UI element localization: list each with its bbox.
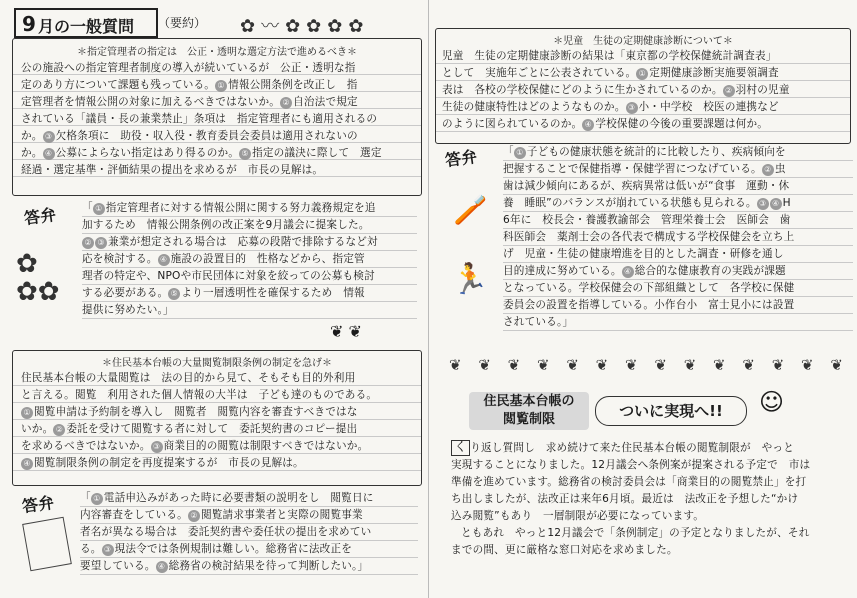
- question-line: 公の施設への指定管理者制度の導入が続いているが 公正・透明な指: [21, 62, 356, 74]
- feature-initial: く: [451, 440, 470, 456]
- feature-body: [451, 440, 849, 559]
- character-icon: ☺: [759, 388, 785, 416]
- feature-line: 込み閲覧”もあり 一層制限が必要になっています。: [451, 510, 705, 522]
- question-line: 表は 各校の学校保健にどのように生かされているのか。 ② 羽村の児童: [442, 84, 790, 96]
- feature-line-first: [451, 440, 849, 457]
- answer-line: 内容審査をしている。 ② 閲覧請求事業者と実際の閲覧事業: [80, 509, 363, 521]
- answer-line: 要望している。 ④ 総務省の検討結果を待って判断したい。」: [80, 560, 369, 572]
- question-line: か。 ④ 公募によらない指定はあり得るのか。 ⑤ 指定の議決に際して 選定: [21, 147, 382, 159]
- question-line: 児童 生徒の定期健康診断の結果は「東京都の学校保健統計調査表」: [442, 50, 777, 62]
- feature-title-line1: 住民基本台帳の: [483, 394, 575, 409]
- title-month: 9: [22, 12, 36, 36]
- answer-label: 答弁: [22, 204, 58, 229]
- question-line: を求めるべきではないか。 ③ 商業目的の閲覧は制限すべきではないか。: [21, 440, 369, 452]
- feature-line: ち出しましたが、法改正は来年6月頃。最近は 法改正を予想した“かけ: [451, 493, 799, 505]
- feature-line: ともあれ やっと12月議会で「条例制定」の予定となりましたが、それ: [461, 527, 810, 539]
- running-child-icon: 🏃: [451, 262, 489, 297]
- feature-title-line2: 閲覧制限: [502, 412, 555, 427]
- answer-line: 目的達成に努めている。 ④ 総合的な健康教育の実践が課題: [503, 265, 786, 277]
- page-title: 月の一般質問: [38, 17, 135, 36]
- question-line: 生徒の健康特性はどのようなものか。 ③ 小・中学校 校医の連携など: [442, 101, 779, 113]
- question-heading: ＊指定管理者の指定は 公正・透明な選定方法で進めるべき＊: [77, 47, 357, 58]
- question-line: か。 ③ 欠格条項に 助役・収入役・教育委員会委員は適用されないの: [21, 130, 358, 142]
- feature-line: り返し質問し 求め続けて来た住民基本台帳の閲覧制限が やっと: [470, 442, 795, 454]
- answer-line: となっている。学校保健会の下部組織として 各学校に保健: [503, 282, 795, 294]
- question-box-1: [12, 38, 422, 196]
- question-line: ④ 閲覧制限条例の制定を再度提案するが 市長の見解は。: [21, 455, 415, 472]
- question-line: として 実施年ごとに公表されている。 ① 定期健康診断実施要領調査: [442, 67, 779, 79]
- answer-line: ② ③ 兼業が想定される場合は 応募の段階で排除するなど対: [82, 234, 417, 251]
- feature-subtitle: ついに実現へ!!: [619, 402, 723, 420]
- toothbrush-cup-icon: 🪥: [453, 193, 488, 226]
- right-page: [429, 0, 857, 598]
- question-body: [13, 369, 421, 472]
- answer-body: [80, 490, 418, 575]
- answer-label: 答弁: [443, 146, 479, 171]
- leaf-deco-icon: ❦ ❦: [330, 322, 362, 341]
- question-line: 定のあり方について課題も残っている。 ① 情報公開条例を改正し 指: [21, 79, 358, 91]
- notebook-pencil-icon: [22, 517, 72, 572]
- answer-line: 加するため 情報公開条例の改正案を9月議会に提案した。: [82, 219, 370, 231]
- answer-line: 歯は減少傾向にあるが、疾病異常は低いが“食事 運動・休: [503, 180, 790, 192]
- question-line: 経過・選定基準・評価結果の提出を求めるが 市長の見解は。: [21, 164, 324, 176]
- answer-line: 科医師会 薬剤士会の各代表で構成する学校保健会を立ち上: [503, 231, 795, 243]
- answer-line: 委員会の設置を指導している。小作台小 富士見小には設置: [503, 299, 795, 311]
- answer-line: 養 睡眠”のバランスが崩れている状態も見られる。 ③ ④ H: [503, 197, 791, 209]
- question-line: 定管理者を情報公開の対象に加えるべきではないか。 ② 自治法で規定: [21, 96, 358, 108]
- answer-line: されている。」: [503, 316, 574, 328]
- question-line: のように図られているのか。 ④ 学校保健の今後の重要課題は何か。: [442, 118, 769, 130]
- answer-line: 把握することで保健指導・保健学習につなげている。 ② 虫: [503, 163, 786, 175]
- question-line: されている「議員・長の兼業禁止」条項は 指定管理者にも適用されるの: [21, 113, 378, 125]
- answer-line: 「 ① 子どもの健康状態を統計的に比較したり、疾病傾向を: [503, 146, 786, 158]
- flower-illustration-icon: ✿ ✿✿: [16, 249, 60, 307]
- question-line: いか。 ② 委託を受けて閲覧する者に対して 委託契約書のコピー提出: [21, 423, 358, 435]
- question-body: [436, 47, 850, 133]
- answer-line: 者名が異なる場合は 委託契約書や委任状の提出を求めてい: [80, 526, 372, 538]
- question-line: 住民基本台帳の大量閲覧は 法の目的から見て、そもそも目的外利用: [21, 372, 356, 384]
- question-heading: ＊児童 生徒の定期健康診断について＊: [553, 36, 733, 47]
- question-body: [13, 58, 421, 179]
- leaf-divider-icon: ❦ ❦ ❦ ❦ ❦ ❦ ❦ ❦ ❦ ❦ ❦ ❦ ❦ ❦: [449, 356, 849, 374]
- question-box-2: [12, 350, 422, 486]
- answer-label: 答弁: [20, 492, 56, 517]
- question-line: と言える。閲覧 利用された個人情報の大半は 子ども達のものである。: [21, 389, 378, 401]
- feature-subtitle-bubble: [595, 396, 747, 426]
- flower-deco-icon: ✿〰✿✿✿✿: [240, 16, 370, 37]
- answer-line: 応を検討する。 ④ 施設の設置目的 性格などから、指定管: [82, 253, 365, 265]
- answer-line: 「 ① 指定管理者に対する情報公開に関する努力義務規定を追: [82, 202, 376, 214]
- answer-line: 6年に 校長会・養護教諭部会 管理栄養士会 医師会 歯: [503, 214, 791, 226]
- answer-line: 理者の特定や、NPOや市民団体に対象を絞っての公募も検討: [82, 270, 375, 282]
- answer-line: する必要がある。 ⑤ より一層透明性を確保するため 情報: [82, 287, 365, 299]
- answer-line: る。 ③ 現法令では条例規制は難しい。総務省に法改正を: [80, 543, 353, 555]
- question-box-3: [435, 28, 851, 144]
- answer-line: 「 ① 電話申込みがあった時に必要書類の説明をし 閲覧日に: [80, 492, 374, 504]
- question-heading: ＊住民基本台帳の大量閲覧制限条例の制定を急げ＊: [102, 358, 332, 369]
- question-line: ① 閲覧申請は予約制を導入し 閲覧者 閲覧内容を審査すべきではな: [21, 404, 415, 421]
- feature-line: までの間、更に厳格な窓口対応を求めました。: [451, 544, 678, 556]
- answer-line: 提供に努めたい。」: [82, 304, 174, 316]
- feature-title-box: [469, 392, 589, 430]
- feature-line: 準備を進めています。総務省の検討委員会は「商業目的の閲覧禁止」を打: [451, 476, 807, 488]
- title-tag: （要約）: [158, 16, 207, 30]
- answer-line: げ 児童・生徒の健康増進を目的とした調査・研修を通し: [503, 248, 784, 260]
- answer-body: [503, 144, 853, 331]
- answer-body: [82, 200, 417, 319]
- feature-line: 実現することになりました。12月議会へ条例案が提案される予定で 市は: [451, 459, 811, 471]
- page-title-box: [14, 8, 158, 38]
